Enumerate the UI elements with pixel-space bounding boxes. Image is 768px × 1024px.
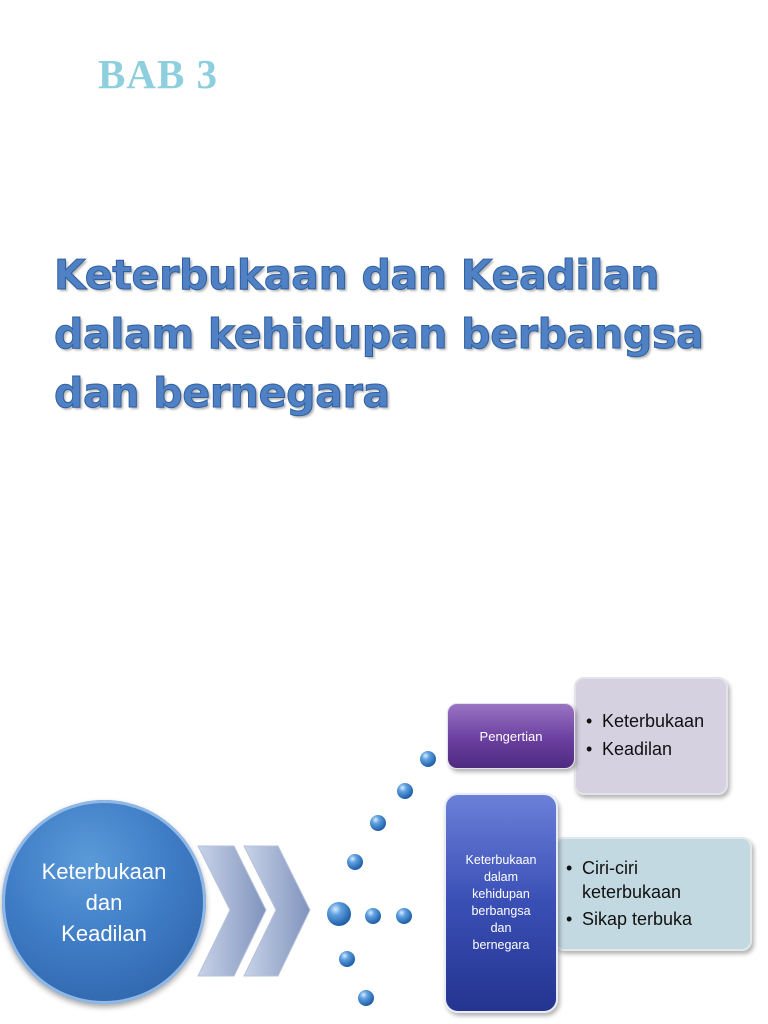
list-item: • Keterbukaan (576, 709, 726, 733)
kdk-text-line: bernegara (472, 938, 530, 952)
kdk-text-line: dalam (483, 870, 519, 884)
keterbukaan-list (556, 856, 750, 931)
kdk-text-line: dan (490, 921, 512, 935)
keterbukaan-kehidupan-box (444, 793, 558, 1013)
connector-dots (320, 740, 440, 1020)
connector-dot (370, 815, 386, 831)
keterbukaan-list-box (554, 837, 752, 951)
kdk-text-line: berbangsa (471, 904, 531, 918)
pengertian-label: Pengertian (479, 728, 543, 744)
topic-circle (2, 800, 206, 1004)
connector-dot (420, 751, 436, 767)
connector-dot (396, 908, 412, 924)
pengertian-box (447, 703, 575, 769)
title-line: dan bernegara (54, 369, 390, 417)
list-item: • Ciri-ciri keterbukaan (556, 856, 722, 904)
chapter-heading: BAB 3 (98, 51, 219, 97)
circle-text-line: Keterbukaan (41, 858, 167, 884)
pengertian-list-box (574, 677, 728, 795)
pengertian-list (576, 709, 726, 761)
list-item: • Keadilan (576, 737, 726, 761)
connector-dot (327, 902, 351, 926)
connector-dot (358, 990, 374, 1006)
title-line: Keterbukaan dan Keadilan (54, 251, 660, 299)
page-title (54, 246, 754, 423)
connector-dot (339, 951, 355, 967)
kdk-text-line: kehidupan (472, 887, 530, 901)
title-line: dalam kehidupan berbangsa (54, 310, 704, 358)
circle-text-line: dan (85, 889, 123, 915)
connector-dot (397, 783, 413, 799)
connector-dot (365, 908, 381, 924)
kdk-text-line: Keterbukaan (465, 853, 537, 867)
connector-dot (347, 854, 363, 870)
list-item: • Sikap terbuka (556, 907, 750, 931)
circle-text-line: Keadilan (61, 920, 147, 946)
chevron-arrows (190, 842, 320, 982)
